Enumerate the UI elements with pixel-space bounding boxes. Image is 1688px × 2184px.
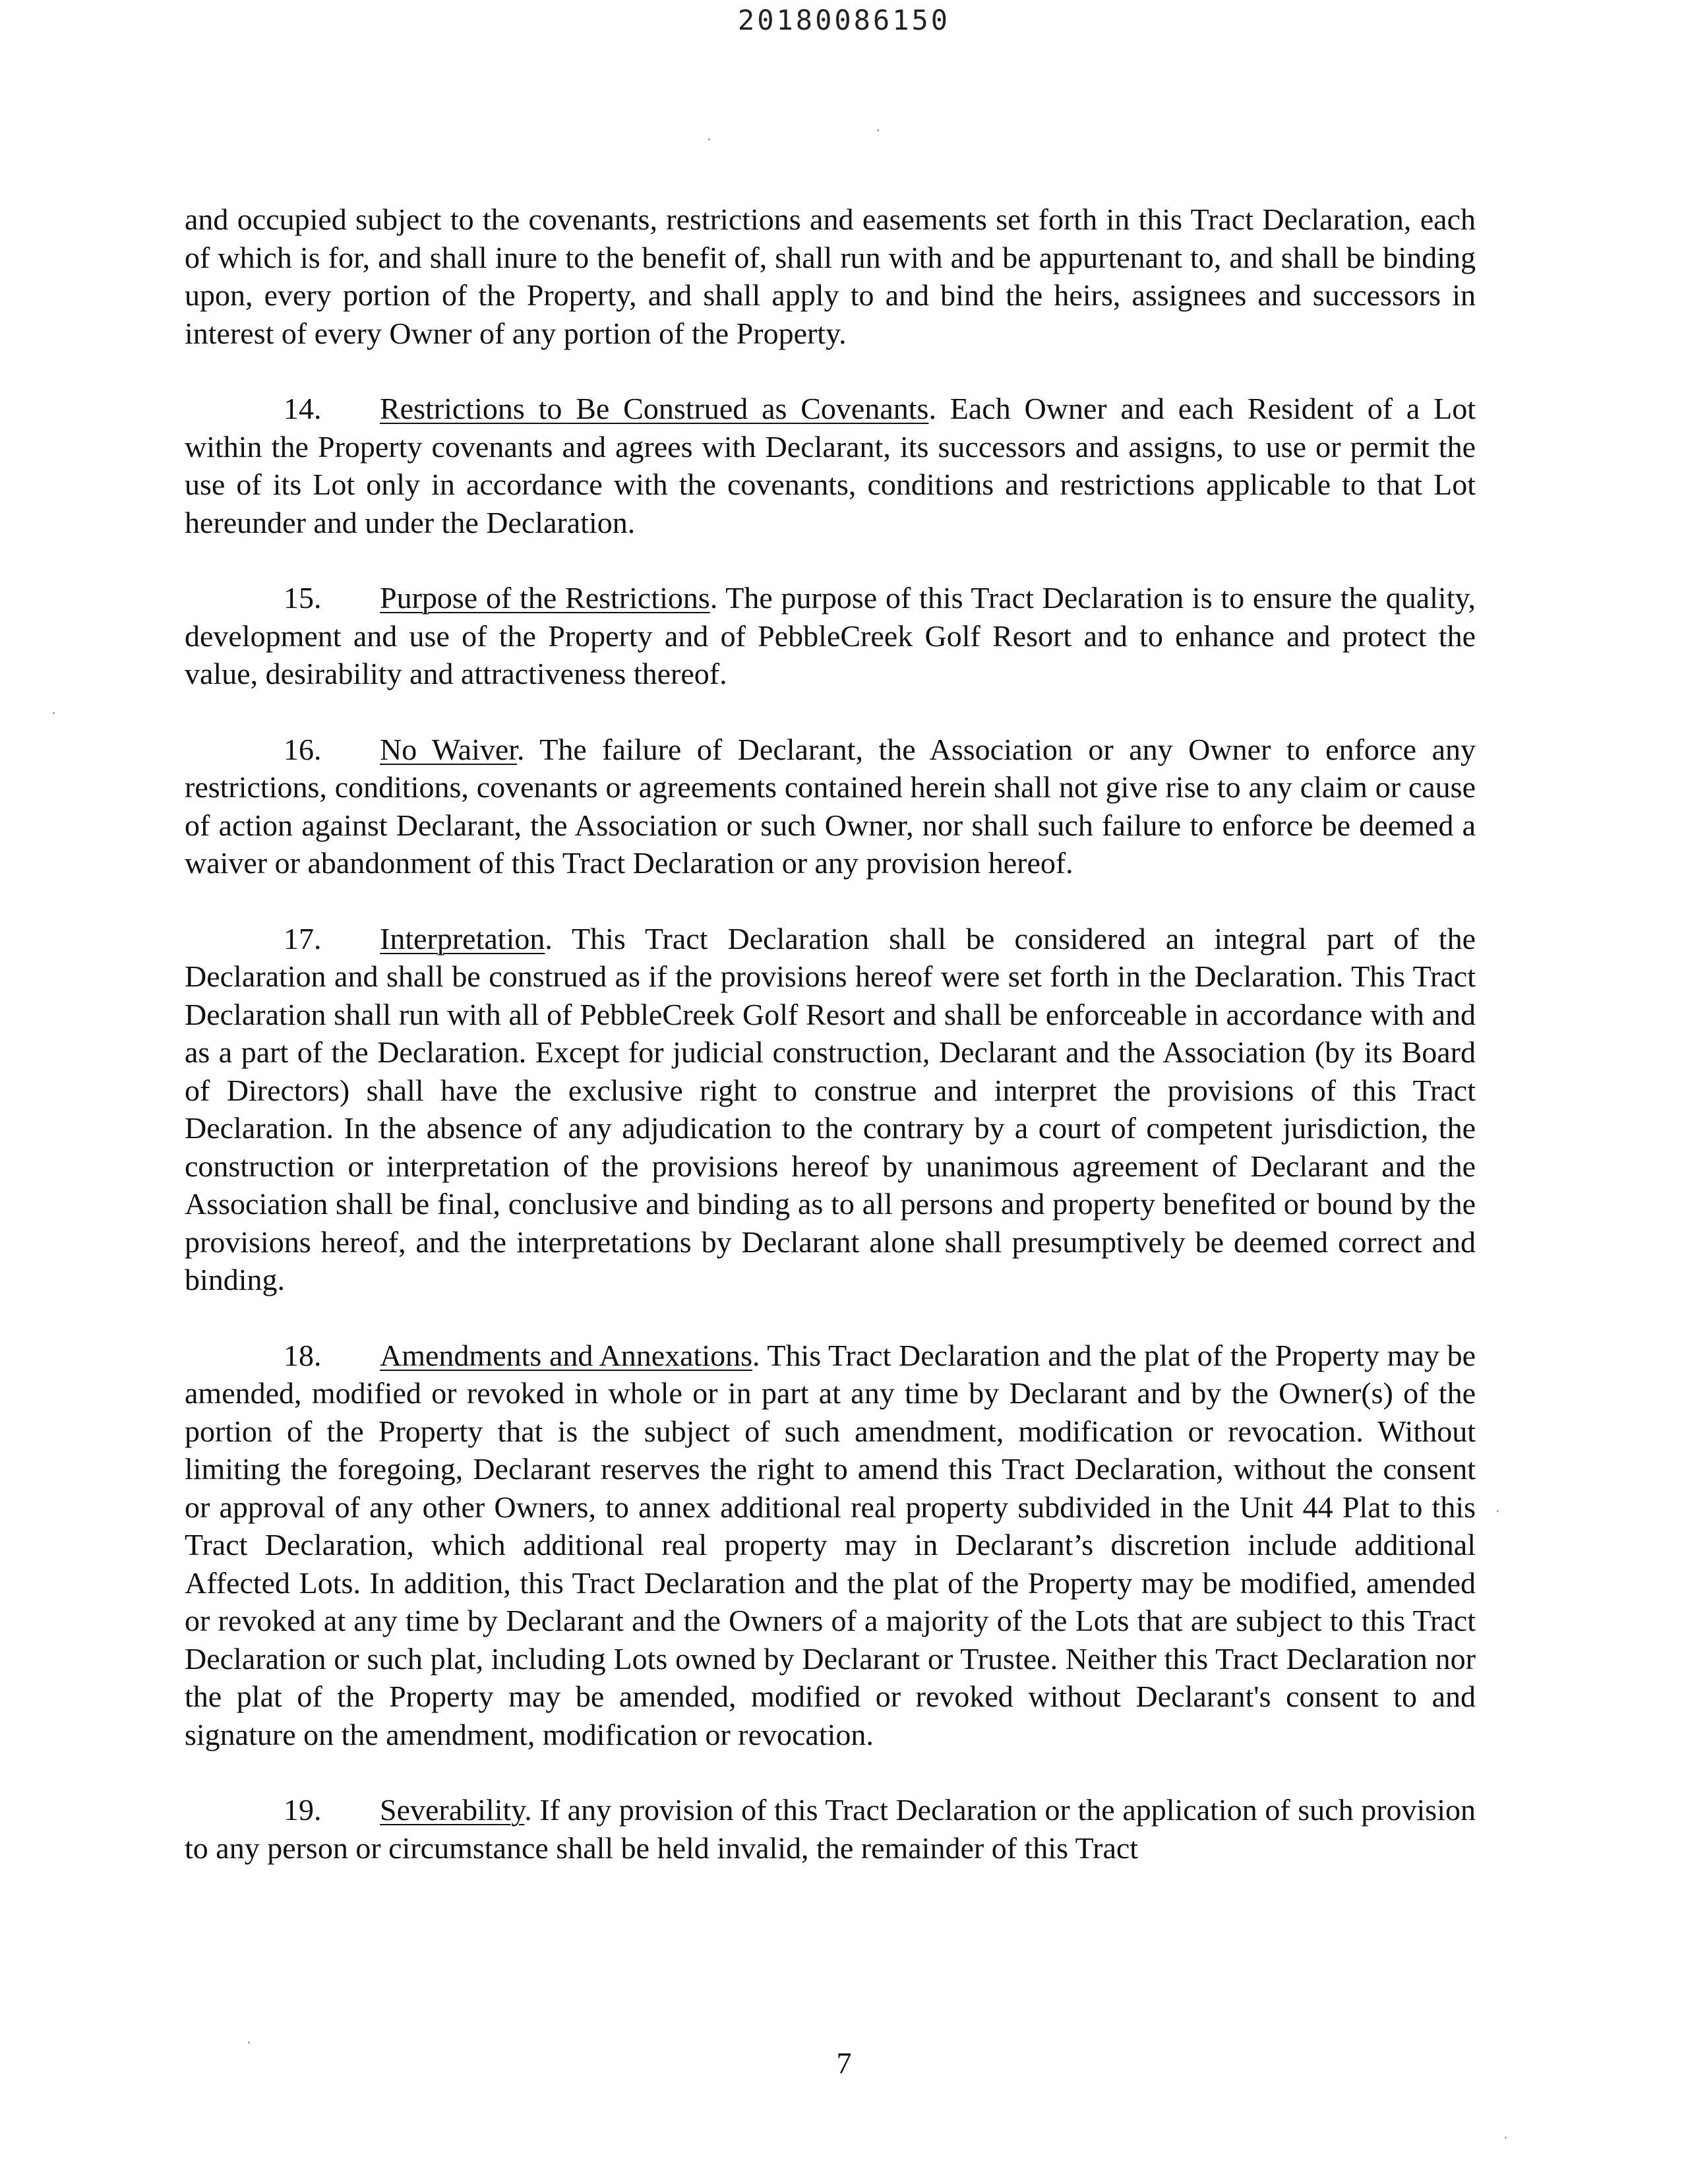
scan-speck <box>1497 1510 1499 1512</box>
section-heading: Interpretation <box>380 921 545 956</box>
section-text: . The purpose of this Tract Declaration is to ensure the quality, development and use of the Property and of PebbleCreek Golf Resort and to enhance and protect the value, desirability and attractiveness thereof. <box>185 581 1476 690</box>
section-15 <box>185 579 1476 693</box>
scan-speck <box>1505 2137 1507 2138</box>
section-number: 18. <box>284 1338 322 1372</box>
section-text: . This Tract Declaration shall be considered an integral part of the Declaration and shall be construed as if the provisions hereof were set forth in the Declaration. This Tract Declaration shall run with all of PebbleCreek Golf Resort and shall be enforceable in accordance with and as a part of the Declaration. Except for judicial construction, Declarant and the Association (by its Board of Directors) shall have the exclusive right to construe and interpret the provisions of this Tract Declaration. In the absence of any adjudication to the contrary by a court of competent jurisdiction, the construction or interpretation of the provisions hereof by unanimous agreement of Declarant and the Association shall be final, conclusive and binding as to all persons and property benefited or bound by the provisions hereof, and the interpretations by Declarant alone shall presumptively be deemed correct and binding. <box>185 921 1476 1296</box>
section-text: . If any provision of this Tract Declaration or the application of such provision to any person or circumstance shall be held invalid, the remainder of this Tract <box>185 1793 1476 1865</box>
section-text: . The failure of Declarant, the Association or any Owner to enforce any restrictions, conditions, covenants or agreements contained herein shall not give rise to any claim or cause of action against Declarant, the Association or such Owner, nor shall such failure to enforce be deemed a waiver or abandonment of this Tract Declaration or any provision hereof. <box>185 732 1476 880</box>
section-heading: Restrictions to Be Construed as Covenants <box>380 392 929 425</box>
section-16 <box>185 731 1476 882</box>
section-19 <box>185 1791 1476 1867</box>
continuation-paragraph: and occupied subject to the covenants, restrictions and easements set forth in this Tract Declaration, each of which is for, and shall inure to the benefit of, shall run with and be appurtenant to, and shall be binding upon, every portion of the Property, and shall apply to and bind the heirs, assignees and successors in interest of every Owner of any portion of the Property. <box>185 202 1476 350</box>
section-number: 16. <box>284 732 322 766</box>
section-14 <box>185 390 1476 541</box>
section-heading: Severability <box>380 1793 525 1827</box>
section-number: 19. <box>284 1793 322 1827</box>
section-text: . Each Owner and each Resident of a Lot within the Property covenants and agrees with Declarant, its successors and assigns, to use or permit the use of its Lot only in accordance with the covenants, conditions and restrictions applicable to that Lot hereunder and under the Declaration. <box>185 392 1476 539</box>
section-heading: No Waiver <box>380 732 518 766</box>
scan-speck <box>877 129 879 131</box>
section-heading: Purpose of the Restrictions <box>380 581 710 615</box>
section-number: 15. <box>284 581 322 615</box>
section-18 <box>185 1337 1476 1754</box>
scan-speck <box>248 2042 250 2044</box>
section-number: 17. <box>284 921 322 956</box>
scan-speck <box>708 138 710 140</box>
page-number: 7 <box>836 2046 852 2080</box>
document-body <box>185 200 1476 1904</box>
document-number: 20180086150 <box>737 4 951 36</box>
section-17 <box>185 920 1476 1299</box>
section-text: . This Tract Declaration and the plat of the Property may be amended, modified or revoked in whole or in part at any time by Declarant and by the Owner(s) of the portion of the Property that is the subject of such amendment, modification or revocation. Without limiting the foregoing, Declarant reserves the right to amend this Tract Declaration, without the consent or approval of any other Owners, to annex additional real property subdivided in the Unit 44 Plat to this Tract Declaration, which additional real property may in Declarant’s discretion include additional Affected Lots. In addition, this Tract Declaration and the plat of the Property may be modified, amended or revoked at any time by Declarant and the Owners of a majority of the Lots that are subject to this Tract Declaration or such plat, including Lots owned by Declarant or Trustee. Neither this Tract Declaration nor the plat of the Property may be amended, modified or revoked without Declarant's consent to and signature on the amendment, modification or revocation. <box>185 1338 1476 1751</box>
scan-speck <box>53 712 55 714</box>
section-heading: Amendments and Annexations <box>380 1338 753 1372</box>
section-number: 14. <box>284 392 322 425</box>
